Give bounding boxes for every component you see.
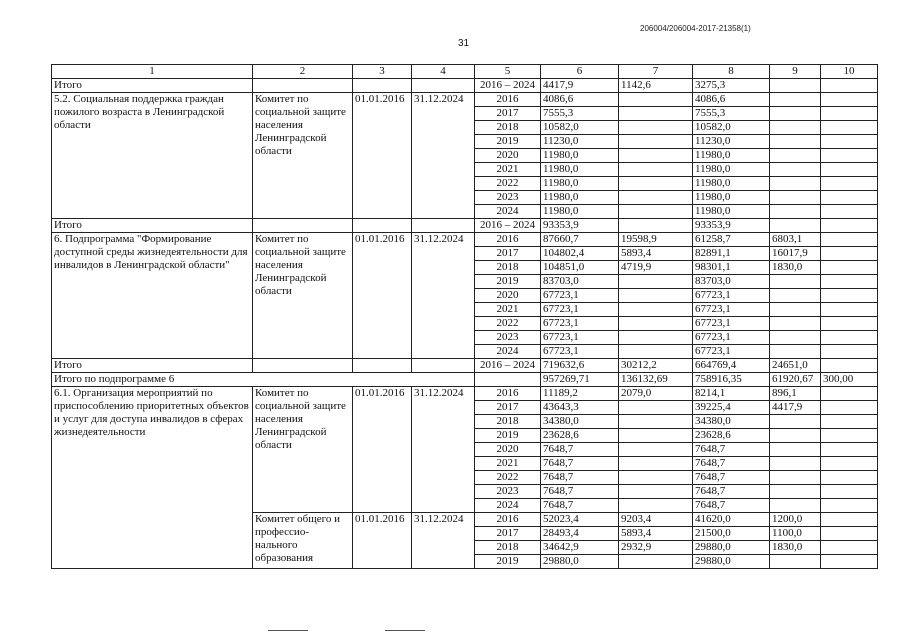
table-cell: 758916,35 <box>693 373 770 387</box>
table-cell <box>770 289 821 303</box>
table-cell: 7555,3 <box>541 107 619 121</box>
table-cell <box>821 79 878 93</box>
table-cell: 2019 <box>475 555 541 569</box>
executor: Комитет по социальной защите населения Ленинградской области <box>253 233 353 359</box>
table-cell <box>253 359 353 373</box>
table-cell <box>412 359 475 373</box>
table-cell <box>821 541 878 555</box>
table-cell: 11980,0 <box>541 205 619 219</box>
table-cell: 2020 <box>475 149 541 163</box>
table-cell: 2024 <box>475 205 541 219</box>
table-cell: 11980,0 <box>541 149 619 163</box>
table-cell: 4417,9 <box>770 401 821 415</box>
table-cell: 7648,7 <box>541 499 619 513</box>
table-cell <box>770 345 821 359</box>
table-cell: 7648,7 <box>541 485 619 499</box>
table-cell: 11980,0 <box>693 149 770 163</box>
table-cell: 2016 – 2024 <box>475 219 541 233</box>
table-cell: 957269,71 <box>541 373 619 387</box>
table-cell: 2021 <box>475 457 541 471</box>
table-cell <box>770 429 821 443</box>
subprogram-total-label: Итого по подпрограмме 6 <box>52 373 475 387</box>
table-cell <box>821 471 878 485</box>
table-cell <box>412 79 475 93</box>
table-cell: 2018 <box>475 261 541 275</box>
table-cell <box>770 177 821 191</box>
table-cell: 2016 <box>475 233 541 247</box>
table-cell <box>619 121 693 135</box>
table-cell: 23628,6 <box>693 429 770 443</box>
table-cell: 16017,9 <box>770 247 821 261</box>
table-cell <box>353 79 412 93</box>
executor: Комитет по социальной защите населения Ленинградской области <box>253 93 353 219</box>
table-cell: 8214,1 <box>693 387 770 401</box>
table-cell <box>353 219 412 233</box>
table-cell <box>770 303 821 317</box>
table-cell: 98301,1 <box>693 261 770 275</box>
document-id: 206004/206004-2017-21358(1) <box>640 24 751 33</box>
table-cell <box>821 345 878 359</box>
table-cell: 67723,1 <box>541 331 619 345</box>
table-cell <box>821 205 878 219</box>
program-name: 6.1. Организация мероприятий по приспособлению приоритетных объектов и услуг для доступа инвалидов в сферах жизнедеятельности <box>52 387 253 569</box>
table-cell: 2018 <box>475 121 541 135</box>
table-cell <box>770 191 821 205</box>
table-cell: 2019 <box>475 429 541 443</box>
table-cell <box>821 485 878 499</box>
table-cell <box>619 275 693 289</box>
column-header: 10 <box>821 65 878 79</box>
column-header: 3 <box>353 65 412 79</box>
table-cell <box>619 303 693 317</box>
table-cell <box>821 527 878 541</box>
column-header: 8 <box>693 65 770 79</box>
table-cell: 1142,6 <box>619 79 693 93</box>
table-cell: 67723,1 <box>693 317 770 331</box>
column-header: 1 <box>52 65 253 79</box>
table-cell: 4417,9 <box>541 79 619 93</box>
column-header: 6 <box>541 65 619 79</box>
table-cell <box>821 387 878 401</box>
page-number: 31 <box>458 38 470 49</box>
table-cell <box>619 149 693 163</box>
table-cell <box>770 79 821 93</box>
table-cell <box>619 555 693 569</box>
subprogram-total-row <box>52 373 878 387</box>
table-cell: 34380,0 <box>693 415 770 429</box>
table-cell <box>821 331 878 345</box>
table-cell <box>821 107 878 121</box>
table-cell: 19598,9 <box>619 233 693 247</box>
table-cell: 2079,0 <box>619 387 693 401</box>
table-cell: 67723,1 <box>541 345 619 359</box>
table-cell: 24651,0 <box>770 359 821 373</box>
table-cell: 2024 <box>475 345 541 359</box>
total-label: Итого <box>52 79 253 93</box>
table-cell: 43643,3 <box>541 401 619 415</box>
table-cell <box>821 429 878 443</box>
table-cell: 7648,7 <box>541 443 619 457</box>
table-cell: 39225,4 <box>693 401 770 415</box>
table-cell: 29880,0 <box>693 555 770 569</box>
table-cell <box>619 135 693 149</box>
table-cell <box>619 429 693 443</box>
table-cell <box>475 373 541 387</box>
table-cell <box>619 177 693 191</box>
year-row <box>52 233 878 247</box>
table-cell <box>770 443 821 457</box>
table-cell: 67723,1 <box>693 289 770 303</box>
end-date: 31.12.2024 <box>412 233 475 359</box>
table-cell: 1830,0 <box>770 541 821 555</box>
column-header: 2 <box>253 65 353 79</box>
table-cell: 2017 <box>475 247 541 261</box>
table-cell: 2019 <box>475 275 541 289</box>
total-label: Итого <box>52 219 253 233</box>
table-cell <box>821 233 878 247</box>
table-cell: 52023,4 <box>541 513 619 527</box>
table-cell: 4086,6 <box>541 93 619 107</box>
column-header: 5 <box>475 65 541 79</box>
budget-table <box>51 64 878 569</box>
table-cell: 2022 <box>475 471 541 485</box>
table-cell: 7648,7 <box>541 457 619 471</box>
table-cell: 23628,6 <box>541 429 619 443</box>
scan-mark <box>385 630 425 631</box>
table-cell <box>770 275 821 289</box>
start-date: 01.01.2016 <box>353 233 412 359</box>
table-cell: 41620,0 <box>693 513 770 527</box>
table-cell <box>253 79 353 93</box>
table-cell: 7555,3 <box>693 107 770 121</box>
table-cell <box>821 191 878 205</box>
table-cell: 5893,4 <box>619 247 693 261</box>
table-cell: 93353,9 <box>541 219 619 233</box>
table-cell <box>619 471 693 485</box>
table-cell: 11980,0 <box>541 177 619 191</box>
table-cell <box>821 135 878 149</box>
table-cell: 136132,69 <box>619 373 693 387</box>
column-header: 4 <box>412 65 475 79</box>
table-cell <box>770 205 821 219</box>
end-date: 31.12.2024 <box>412 93 475 219</box>
table-cell: 11230,0 <box>541 135 619 149</box>
table-cell <box>821 289 878 303</box>
table-cell: 11230,0 <box>693 135 770 149</box>
table-cell: 5893,4 <box>619 527 693 541</box>
table-cell: 7648,7 <box>693 443 770 457</box>
table-cell <box>821 93 878 107</box>
total-row <box>52 79 878 93</box>
table-cell <box>619 219 693 233</box>
table-cell: 4086,6 <box>693 93 770 107</box>
table-cell <box>821 513 878 527</box>
table-cell: 300,00 <box>821 373 878 387</box>
table-cell: 10582,0 <box>693 121 770 135</box>
table-cell: 2016 <box>475 93 541 107</box>
table-cell: 28493,4 <box>541 527 619 541</box>
table-cell: 2021 <box>475 163 541 177</box>
executor: Комитет общего и профессио- нального образования <box>253 513 353 569</box>
table-cell <box>770 415 821 429</box>
table-cell: 10582,0 <box>541 121 619 135</box>
table-cell: 21500,0 <box>693 527 770 541</box>
table-cell: 2019 <box>475 135 541 149</box>
table-cell: 2021 <box>475 303 541 317</box>
table-cell: 67723,1 <box>541 303 619 317</box>
table-cell: 34642,9 <box>541 541 619 555</box>
table-cell: 30212,2 <box>619 359 693 373</box>
table-cell <box>619 499 693 513</box>
column-header: 7 <box>619 65 693 79</box>
table-cell <box>821 359 878 373</box>
table-cell: 2020 <box>475 443 541 457</box>
table-cell <box>619 205 693 219</box>
table-cell: 2023 <box>475 485 541 499</box>
table-cell <box>619 163 693 177</box>
table-cell: 2022 <box>475 317 541 331</box>
table-cell <box>770 555 821 569</box>
column-header: 9 <box>770 65 821 79</box>
table-cell: 67723,1 <box>693 331 770 345</box>
table-cell <box>353 359 412 373</box>
table-cell: 11980,0 <box>541 191 619 205</box>
year-row <box>52 93 878 107</box>
table-cell <box>619 93 693 107</box>
table-cell: 3275,3 <box>693 79 770 93</box>
table-cell <box>619 107 693 121</box>
start-date: 01.01.2016 <box>353 93 412 219</box>
table-cell <box>821 219 878 233</box>
header-row <box>52 65 878 79</box>
table-cell: 11980,0 <box>693 177 770 191</box>
year-row <box>52 387 878 401</box>
table-cell: 1100,0 <box>770 527 821 541</box>
table-cell <box>253 219 353 233</box>
table-cell: 93353,9 <box>693 219 770 233</box>
table-cell: 2020 <box>475 289 541 303</box>
table-cell <box>821 317 878 331</box>
table-cell <box>770 471 821 485</box>
table-cell: 4719,9 <box>619 261 693 275</box>
table-cell <box>821 163 878 177</box>
table-cell: 11980,0 <box>693 191 770 205</box>
table-cell: 2017 <box>475 107 541 121</box>
table-cell: 11980,0 <box>541 163 619 177</box>
table-cell: 61920,67 <box>770 373 821 387</box>
table-cell <box>770 499 821 513</box>
total-label: Итого <box>52 359 253 373</box>
table-cell: 67723,1 <box>693 303 770 317</box>
table-cell <box>770 107 821 121</box>
table-cell <box>821 415 878 429</box>
table-cell <box>770 331 821 345</box>
table-cell: 29880,0 <box>541 555 619 569</box>
table-cell: 11189,2 <box>541 387 619 401</box>
table-cell: 83703,0 <box>693 275 770 289</box>
end-date: 31.12.2024 <box>412 387 475 513</box>
table-cell: 719632,6 <box>541 359 619 373</box>
table-cell <box>619 345 693 359</box>
table-cell: 61258,7 <box>693 233 770 247</box>
table-cell <box>821 275 878 289</box>
table-cell: 83703,0 <box>541 275 619 289</box>
table-cell <box>821 499 878 513</box>
table-cell <box>770 149 821 163</box>
start-date: 01.01.2016 <box>353 387 412 513</box>
program-name: 6. Подпрограмма "Формирование доступной среды жизнедеятельности для инвалидов в Ленинградской области" <box>52 233 253 359</box>
table-cell: 2023 <box>475 331 541 345</box>
table-cell: 87660,7 <box>541 233 619 247</box>
table-cell <box>619 191 693 205</box>
table-cell: 11980,0 <box>693 205 770 219</box>
table-cell <box>619 401 693 415</box>
table-cell <box>619 443 693 457</box>
table-cell: 7648,7 <box>541 471 619 485</box>
table-cell: 7648,7 <box>693 485 770 499</box>
table-cell <box>770 317 821 331</box>
table-cell: 7648,7 <box>693 471 770 485</box>
table-cell: 9203,4 <box>619 513 693 527</box>
table-cell <box>821 149 878 163</box>
total-row <box>52 219 878 233</box>
executor: Комитет по социальной защите населения Ленинградской области <box>253 387 353 513</box>
table-cell: 896,1 <box>770 387 821 401</box>
total-row <box>52 359 878 373</box>
table-cell: 104851,0 <box>541 261 619 275</box>
table-cell: 29880,0 <box>693 541 770 555</box>
table-cell: 2018 <box>475 541 541 555</box>
table-cell <box>770 121 821 135</box>
table-cell <box>821 457 878 471</box>
table-cell: 2016 <box>475 387 541 401</box>
table-cell: 6803,1 <box>770 233 821 247</box>
program-name: 5.2. Социальная поддержка граждан пожилого возраста в Ленинградской области <box>52 93 253 219</box>
table-cell <box>821 303 878 317</box>
table-cell <box>821 443 878 457</box>
table-cell <box>619 317 693 331</box>
table-cell <box>619 485 693 499</box>
table-cell: 2016 – 2024 <box>475 359 541 373</box>
table-cell <box>821 401 878 415</box>
table-cell <box>821 261 878 275</box>
table-cell <box>770 219 821 233</box>
table-cell <box>770 93 821 107</box>
table-cell <box>412 219 475 233</box>
table-cell <box>821 555 878 569</box>
table-cell: 82891,1 <box>693 247 770 261</box>
table-cell: 67723,1 <box>693 345 770 359</box>
table-cell <box>619 415 693 429</box>
table-cell: 1830,0 <box>770 261 821 275</box>
table-cell <box>821 247 878 261</box>
table-cell: 1200,0 <box>770 513 821 527</box>
table-cell: 2017 <box>475 401 541 415</box>
table-cell: 11980,0 <box>693 163 770 177</box>
end-date: 31.12.2024 <box>412 513 475 569</box>
table-cell: 104802,4 <box>541 247 619 261</box>
table-cell <box>619 457 693 471</box>
table-cell: 2016 – 2024 <box>475 79 541 93</box>
table-cell: 664769,4 <box>693 359 770 373</box>
table-cell <box>770 485 821 499</box>
table-cell: 2023 <box>475 191 541 205</box>
scan-mark <box>268 630 308 631</box>
table-cell <box>619 331 693 345</box>
start-date: 01.01.2016 <box>353 513 412 569</box>
table-cell: 7648,7 <box>693 499 770 513</box>
table-cell <box>821 121 878 135</box>
table-cell: 2018 <box>475 415 541 429</box>
table-cell: 67723,1 <box>541 317 619 331</box>
table-cell: 2016 <box>475 513 541 527</box>
table-cell <box>770 135 821 149</box>
table-cell: 7648,7 <box>693 457 770 471</box>
table-cell: 2017 <box>475 527 541 541</box>
table-cell: 2024 <box>475 499 541 513</box>
table-cell <box>821 177 878 191</box>
table-cell: 67723,1 <box>541 289 619 303</box>
table-cell <box>770 457 821 471</box>
table-cell <box>619 289 693 303</box>
table-cell: 2932,9 <box>619 541 693 555</box>
table-cell: 34380,0 <box>541 415 619 429</box>
table-cell <box>770 163 821 177</box>
table-cell: 2022 <box>475 177 541 191</box>
